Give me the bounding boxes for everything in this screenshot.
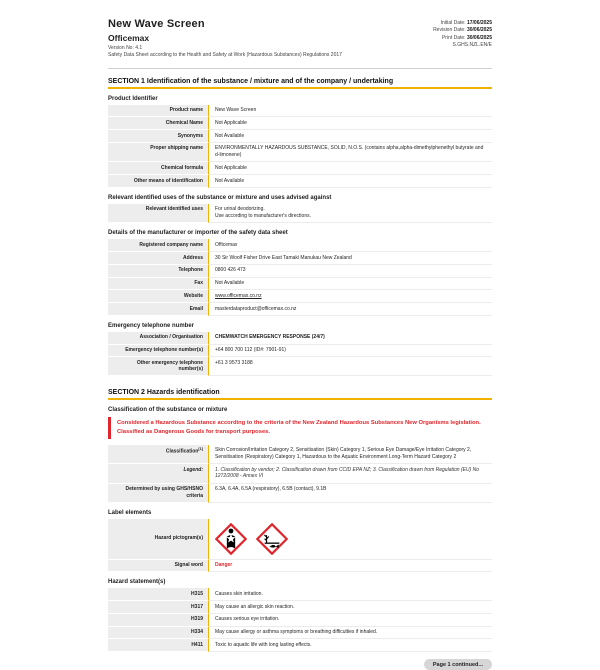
row-label: Website	[108, 290, 208, 303]
table-row	[108, 162, 492, 175]
row-label: Synonyms	[108, 130, 208, 143]
row-value: Not Available	[208, 175, 492, 188]
company-name: Officemax	[108, 33, 150, 43]
table-row	[108, 204, 492, 224]
row-value: CHEMWATCH EMERGENCY RESPONSE (24/7)	[208, 332, 492, 345]
table-row	[108, 345, 492, 358]
sds-document-page	[108, 18, 492, 670]
hazard-text: Toxic to aquatic life with long lasting effects.	[208, 639, 492, 652]
row-label: Emergency telephone number(s)	[108, 345, 208, 358]
table-row	[108, 332, 492, 345]
warning-line-2: Classified as Dangerous Goods for transport purposes.	[117, 428, 271, 435]
emergency-heading: Emergency telephone number	[108, 322, 195, 329]
email-value: masterdataproduct@officemax.co.nz	[208, 303, 492, 316]
hazard-text: Causes serious eye irritation.	[208, 614, 492, 627]
row-value: +61 3 9573 3188	[208, 357, 492, 376]
row-label: Address	[108, 252, 208, 265]
version-number: Version No: 4.1	[108, 44, 143, 51]
row-value: ENVIRONMENTALLY HAZARDOUS SUBSTANCE, SOLID, N.O.S. (contains alpha,alpha-dimethylphenethyl butyrate and d-limonene)	[208, 143, 492, 163]
table-row	[108, 357, 492, 376]
emergency-table	[108, 332, 492, 377]
use-line-1: For urinal deodorizing.	[215, 206, 265, 213]
sds-regulation-note: Safety Data Sheet according to the Health and Safety at Work (Hazardous Substances) Regulations 2017	[108, 52, 342, 59]
row-label: Registered company name	[108, 239, 208, 252]
row-value: Officemax	[208, 239, 492, 252]
row-label: Legend:	[108, 464, 208, 484]
row-label: Fax	[108, 278, 208, 291]
product-identifier-table	[108, 105, 492, 188]
row-label: Chemical formula	[108, 162, 208, 175]
classification-heading: Classification of the substance or mixture	[108, 407, 228, 414]
product-identifier-heading: Product Identifier	[108, 95, 158, 102]
table-row	[108, 117, 492, 130]
hazard-code: H319	[108, 614, 208, 627]
table-row	[108, 265, 492, 278]
hazard-code: H317	[108, 601, 208, 614]
row-label: Chemical Name	[108, 117, 208, 130]
table-row	[108, 639, 492, 652]
table-row	[108, 627, 492, 640]
row-value: 0800 426 473	[208, 265, 492, 278]
hazard-code: H411	[108, 639, 208, 652]
row-label: Hazard pictogram(s)	[108, 519, 208, 560]
table-row	[108, 601, 492, 614]
header-left	[108, 18, 342, 59]
row-value: Not Applicable	[208, 117, 492, 130]
pictogram-cell	[208, 519, 492, 560]
row-label: Other means of identification	[108, 175, 208, 188]
section-1-title: SECTION 1 Identification of the substance / mixture and of the company / undertaking	[108, 78, 492, 89]
hazard-statements-table	[108, 588, 492, 652]
table-row	[108, 143, 492, 163]
hazard-statements-heading: Hazard statement(s)	[108, 579, 166, 586]
ghs-health-hazard-icon	[215, 523, 247, 555]
manufacturer-heading: Details of the manufacturer or importer of the safety data sheet	[108, 230, 288, 237]
product-title: New Wave Screen	[108, 18, 205, 30]
table-row	[108, 290, 492, 303]
table-row	[108, 464, 492, 484]
row-value: +64 800 700 112 (ID#: 7901-91)	[208, 345, 492, 358]
table-row	[108, 105, 492, 118]
manufacturer-table	[108, 239, 492, 316]
row-label: Signal word	[108, 560, 208, 573]
row-label: Product name	[108, 105, 208, 118]
initial-date-line: Initial Date: 17/06/2025	[440, 20, 492, 26]
row-label: Relevant identified uses	[108, 204, 208, 224]
row-label: Association / Organisation	[108, 332, 208, 345]
row-label: Email	[108, 303, 208, 316]
table-row	[108, 239, 492, 252]
warning-line-1: Considered a Hazardous Substance according to the criteria of the New Zealand Hazardous Substances New Organisms legislation.	[117, 420, 481, 427]
table-row	[108, 614, 492, 627]
table-row	[108, 484, 492, 503]
hazard-text: Causes skin irritation.	[208, 588, 492, 601]
table-row	[108, 588, 492, 601]
classification-footnote-marker: [1]	[198, 447, 203, 452]
row-label: Other emergency telephone number(s)	[108, 357, 208, 376]
hazard-code: H315	[108, 588, 208, 601]
page-footer	[108, 659, 492, 670]
print-date-line: Print Date: 30/06/2025	[441, 34, 492, 41]
table-row	[108, 560, 492, 573]
ghs-environment-hazard-icon	[256, 523, 288, 555]
row-value: Not Available	[208, 130, 492, 143]
row-value	[208, 204, 492, 224]
use-line-2: Use according to manufacturer's directions.	[215, 213, 311, 219]
hazard-code: H334	[108, 627, 208, 640]
section-2-title: SECTION 2 Hazards identification	[108, 389, 492, 400]
row-value: 30 Sir Woolf Fisher Drive East Tamaki Manukau New Zealand	[208, 252, 492, 265]
label-elements-table	[108, 519, 492, 573]
header-dates	[433, 18, 492, 49]
classification-table	[108, 445, 492, 503]
row-label: Classification[1]	[108, 445, 208, 465]
table-row	[108, 519, 492, 560]
row-value: Skin Corrosion/Irritation Category 2, Sensitisation (Skin) Category 1, Serious Eye Damage/Eye Irritation Category 2, Sensitisation (Respiratory) Category 1, Hazardous to the Aquatic Environment Long-Term Hazard Category 2	[208, 445, 492, 465]
hazard-text: May cause an allergic skin reaction.	[208, 601, 492, 614]
table-row	[108, 278, 492, 291]
row-value: 1. Classification by vendor; 2. Classification drawn from CCID EPA NZ; 3. Classification drawn from Regulation (EU) No 1272/2008 - Annex VI	[208, 464, 492, 484]
row-value: Not Applicable	[208, 162, 492, 175]
revision-date-line: Revision Date: 30/06/2025	[433, 27, 492, 34]
label-elements-heading: Label elements	[108, 509, 152, 516]
table-row	[108, 175, 492, 188]
row-label: Telephone	[108, 265, 208, 278]
header-divider	[108, 68, 492, 69]
row-value: Not Available	[208, 278, 492, 291]
website-link[interactable]: www.officemax.co.nz	[215, 292, 262, 299]
row-value	[208, 290, 492, 303]
row-label: Determined by using GHS/HSNO criteria	[108, 484, 208, 503]
hazard-text: May cause allergy or asthma symptoms or breathing difficulties if inhaled.	[208, 627, 492, 640]
page-continued-badge: Page 1 continued...	[424, 659, 492, 670]
table-row	[108, 130, 492, 143]
hazardous-substance-warning	[108, 417, 492, 438]
row-value: New Wave Screen	[208, 105, 492, 118]
table-row	[108, 252, 492, 265]
row-value: 6.3A, 6.4A, 6.5A (respiratory), 6.5B (contact), 9.1B	[208, 484, 492, 503]
document-header	[108, 18, 492, 59]
table-row	[108, 445, 492, 465]
sds-code: S.GHS.NZL.EN/E	[452, 41, 492, 48]
signal-word-value: Danger	[208, 560, 492, 573]
row-label: Proper shipping name	[108, 143, 208, 163]
table-row	[108, 303, 492, 316]
relevant-uses-table	[108, 204, 492, 224]
relevant-uses-heading: Relevant identified uses of the substance or mixture and uses advised against	[108, 194, 332, 201]
